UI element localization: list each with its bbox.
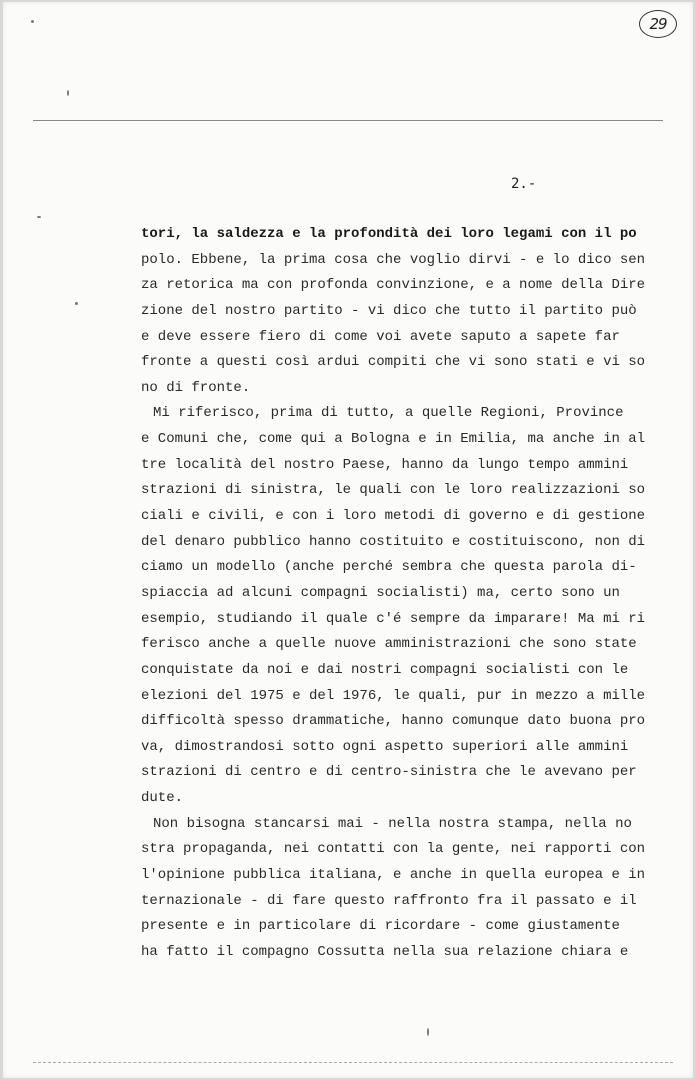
archive-number-stamp: 29 bbox=[639, 10, 677, 38]
text-line: Non bisogna stancarsi mai - nella nostra stampa, nella no bbox=[153, 815, 632, 832]
scan-speck bbox=[427, 1028, 429, 1036]
text-line: fronte a questi così ardui compiti che vi sono stati e vi so bbox=[141, 354, 646, 371]
text-line: no di fronte. bbox=[141, 379, 251, 396]
header-rule bbox=[33, 120, 663, 121]
text-line: va, dimostrandosi sotto ogni aspetto superiori alle ammini bbox=[141, 738, 629, 755]
text-line: conquistate da noi e dai nostri compagni socialisti con le bbox=[141, 661, 629, 678]
text-line: e deve essere fiero di come voi avete saputo a sapete far bbox=[141, 328, 620, 345]
text-line: dute. bbox=[141, 790, 184, 807]
text-line: stra propaganda, nei contatti con la gente, nei rapporti con bbox=[141, 841, 646, 858]
text-line: za retorica ma con profonda convinzione, e a nome della Dire bbox=[141, 277, 646, 294]
text-line: tre località del nostro Paese, hanno da lungo tempo ammini bbox=[141, 456, 629, 473]
text-line: e Comuni che, come qui a Bologna e in Emilia, ma anche in al bbox=[141, 431, 646, 448]
text-line: spiaccia ad alcuni compagni socialisti) ma, certo sono un bbox=[141, 584, 620, 601]
page-number: 2.- bbox=[511, 176, 537, 192]
text-line: difficoltà spesso drammatiche, hanno comunque dato buona pro bbox=[141, 713, 646, 730]
text-line: ha fatto il compagno Cossutta nella sua relazione chiara e bbox=[141, 943, 629, 960]
body-text bbox=[141, 222, 661, 966]
text-line: ciamo un modello (anche perché sembra che questa parola di- bbox=[141, 559, 637, 576]
scan-speck bbox=[67, 90, 69, 96]
text-line: presente e in particolare di ricordare - come giustamente bbox=[141, 918, 620, 935]
typewritten-page bbox=[3, 2, 693, 1078]
text-line: elezioni del 1975 e del 1976, le quali, pur in mezzo a mille bbox=[141, 687, 646, 704]
scan-speck bbox=[75, 302, 78, 305]
text-line: Mi riferisco, prima di tutto, a quelle Regioni, Province bbox=[153, 405, 624, 422]
text-line: l'opinione pubblica italiana, e anche in quella europea e in bbox=[141, 867, 646, 884]
text-line: ferisco anche a quelle nuove amministrazioni che sono state bbox=[141, 636, 637, 653]
text-line: strazioni di centro e di centro-sinistra che le avevano per bbox=[141, 764, 637, 781]
text-line: esempio, studiando il quale c'é sempre da imparare! Ma mi ri bbox=[141, 610, 646, 627]
text-line: polo. Ebbene, la prima cosa che voglio dirvi - e lo dico sen bbox=[141, 251, 646, 268]
text-line: ternazionale - di fare questo raffronto fra il passato e il bbox=[141, 892, 637, 909]
text-line: del denaro pubblico hanno costituito e costituiscono, non di bbox=[141, 533, 646, 550]
footer-rule bbox=[33, 1062, 673, 1063]
text-line: ciali e civili, e con i loro metodi di governo e di gestione bbox=[141, 508, 646, 525]
scan-speck bbox=[37, 216, 41, 218]
text-line: zione del nostro partito - vi dico che tutto il partito può bbox=[141, 302, 637, 319]
scan-speck bbox=[31, 20, 34, 23]
text-line: tori, la saldezza e la profondità dei loro legami con il po bbox=[141, 226, 637, 242]
text-line: strazioni di sinistra, le quali con le loro realizzazioni so bbox=[141, 482, 646, 499]
